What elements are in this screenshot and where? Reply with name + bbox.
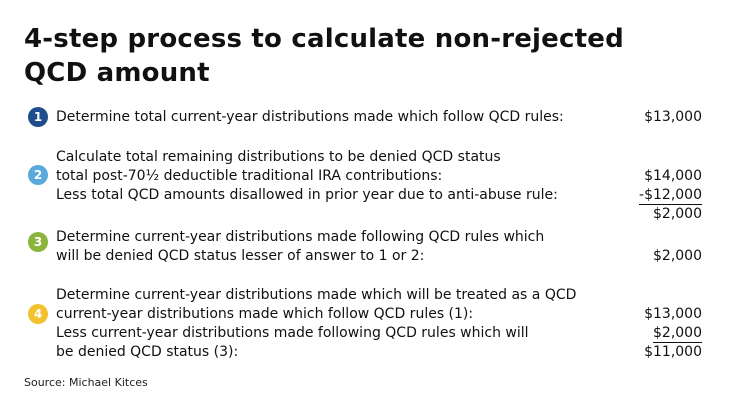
step-1-number-badge: 1 — [28, 107, 48, 127]
title-line-2: QCD amount — [24, 58, 210, 88]
source-credit: Source: Michael Kitces — [24, 376, 148, 389]
step-2-line-3: Less total QCD amounts disallowed in prior year due to anti-abuse rule: — [56, 187, 558, 203]
step-3-line-1: Determine current-year distributions made following QCD rules which — [56, 229, 545, 245]
step-1-line-1: Determine total current-year distributions made which follow QCD rules: — [56, 109, 564, 125]
step-2-number-badge: 2 — [28, 165, 48, 185]
step-4-line-2: current-year distributions made which follow QCD rules (1): — [56, 306, 474, 322]
step-1-amount-1: $13,000 — [644, 109, 702, 125]
step-2-line-1: Calculate total remaining distributions to be denied QCD status — [56, 149, 501, 165]
step-2-amount-2: -$12,000 — [639, 187, 702, 203]
step-4-amount-1: $13,000 — [644, 306, 702, 322]
step-2-amount-3: $2,000 — [653, 206, 702, 222]
step-4-line-4: be denied QCD status (3): — [56, 344, 239, 360]
step-3-amount-1: $2,000 — [653, 248, 702, 264]
step-4-line-1: Determine current-year distributions made which will be treated as a QCD — [56, 287, 577, 303]
step-3-number-badge: 3 — [28, 232, 48, 252]
step-2-amount-1: $14,000 — [644, 168, 702, 184]
title-line-1: 4-step process to calculate non-rejected — [24, 24, 624, 54]
step-2-line-2: total post-70½ deductible traditional IRA contributions: — [56, 168, 443, 184]
page-title — [24, 22, 624, 90]
step-4-number-badge: 4 — [28, 304, 48, 324]
step-4-line-3: Less current-year distributions made following QCD rules which will — [56, 325, 529, 341]
step-3-line-2: will be denied QCD status lesser of answer to 1 or 2: — [56, 248, 425, 264]
step-4-amount-3: $11,000 — [644, 344, 702, 360]
step-4-amount-2: $2,000 — [653, 325, 702, 341]
